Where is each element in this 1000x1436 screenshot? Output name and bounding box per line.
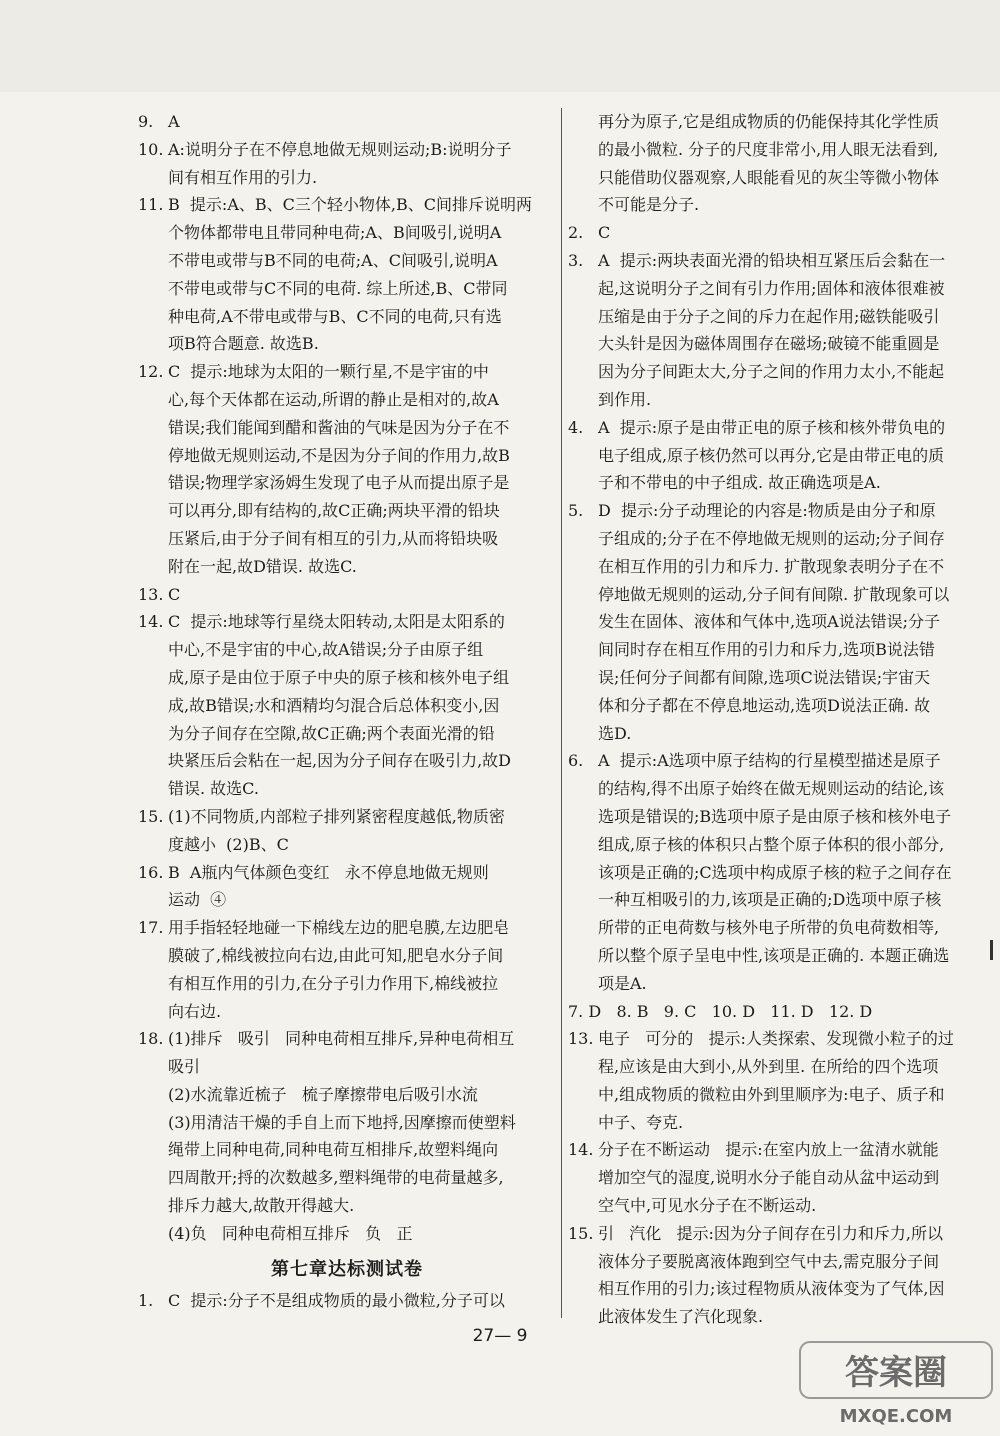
- answer-line: A: [168, 112, 180, 131]
- answer-line: 相互作用的引力;该过程物质从液体变为了气体,因: [598, 1279, 945, 1299]
- answer-number: 5.: [568, 501, 584, 521]
- answer-number: 15.: [568, 1223, 594, 1243]
- answer-line: C: [598, 223, 611, 243]
- answer-item: [568, 1220, 988, 1331]
- answer-item: [138, 914, 556, 1025]
- answer-line: C 提示:地球为太阳的一颗行星,不是宇宙的中: [168, 362, 489, 382]
- continuation-text: [598, 108, 988, 219]
- answer-line: 因为分子间距太大,分子之间的作用力太小,不能起: [598, 362, 945, 382]
- edge-marker: [990, 940, 993, 960]
- answer-body: [598, 414, 988, 497]
- answer-line: 错误;物理学家汤姆生发现了电子从而提出原子是: [168, 473, 510, 493]
- answer-body: [168, 803, 556, 859]
- answer-body: [168, 108, 556, 136]
- answer-number: 17.: [138, 918, 164, 938]
- answer-line: 子组成的;分子在不停地做无规则的运动;分子间存: [598, 528, 945, 548]
- answer-body: [598, 1025, 988, 1136]
- answer-body: [598, 497, 988, 747]
- answer-line: 错误. 故选C.: [168, 779, 259, 799]
- answer-item: [138, 358, 556, 580]
- answer-line: (1)排斥 吸引 同种电荷相互排斥,异种电荷相互: [168, 1029, 515, 1049]
- answer-body: [598, 219, 988, 247]
- answer-number: 14.: [568, 1140, 594, 1160]
- answer-item: [138, 803, 556, 859]
- section-title: 第七章达标测试卷: [271, 1258, 423, 1280]
- answer-body: [168, 358, 556, 580]
- answer-number: 15.: [138, 806, 164, 826]
- answer-line: 个物体都带电且带同种电荷;A、B间吸引,说明A: [168, 223, 502, 243]
- answer-body: [598, 247, 988, 414]
- answer-line: 不带电或带与C不同的电荷. 综上所述,B、C带同: [168, 278, 508, 298]
- answer-line: 成,故B错误;水和酒精均匀混合后总体积变小,因: [168, 695, 500, 715]
- answer-line: 项B符合题意. 故选B.: [168, 334, 319, 354]
- answer-row: 7. D 8. B 9. C 10. D 11. D 12. D: [568, 1001, 873, 1021]
- answer-line: 错误;我们能闻到醋和酱油的气味是因为分子在不: [168, 417, 510, 437]
- answer-line: D 提示:分子动理论的内容是:物质是由分子和原: [598, 501, 936, 521]
- answer-line: 电子组成,原子核仍然可以再分,它是由带正电的质: [598, 445, 945, 465]
- answer-number: 10.: [138, 139, 164, 159]
- answer-line: 组成,原子核的体积只占整个原子体积的很小部分,: [598, 834, 945, 854]
- answer-number: 6.: [568, 751, 584, 771]
- answer-item: [138, 108, 556, 136]
- answer-line: 所以整个原子呈电中性,该项是正确的. 本题正确选: [598, 945, 950, 965]
- answer-line: 程,应该是由大到小,从外到里. 在所给的四个选项: [598, 1057, 939, 1077]
- answer-body: [168, 581, 556, 609]
- answer-line: 向右边.: [168, 1001, 222, 1021]
- answer-line: 分子在不断运动 提示:在室内放上一盆清水就能: [598, 1140, 939, 1160]
- answer-number: 4.: [568, 417, 584, 437]
- section-answer-list: [138, 1287, 556, 1315]
- answer-line: 压紧后,由于分子间有相互的引力,从而将铅块吸: [168, 528, 499, 548]
- answer-line: 排斥力越大,故散开得越大.: [168, 1196, 355, 1216]
- answer-item: [568, 1136, 988, 1219]
- answer-line: 子和不带电的中子组成. 故正确选项是A.: [598, 473, 881, 493]
- continuation-line: 只能借助仪器观察,人眼能看见的灰尘等微小物体: [598, 167, 940, 187]
- answer-line: 起,这说明分子之间有引力作用;固体和液体很难被: [598, 278, 945, 298]
- answer-line: 选D.: [598, 723, 632, 743]
- answer-line: (3)用清洁干燥的手自上而下地捋,因摩擦而使塑料: [168, 1112, 516, 1132]
- answer-line: 种电荷,A不带电或带与B、C不同的电荷,只有选: [168, 306, 502, 326]
- continuation-line: 的最小微粒. 分子的尺度非常小,用人眼无法看到,: [598, 139, 939, 159]
- top-margin-band: [0, 0, 1000, 92]
- answer-line: 增加空气的湿度,说明水分子能自动从盆中运动到: [598, 1168, 940, 1188]
- answer-line: 大头针是因为磁体周围存在磁场;破镜不能重圆是: [598, 334, 940, 354]
- answer-line: 块紧压后会粘在一起,因为分子间存在吸引力,故D: [168, 751, 512, 771]
- column-divider: [561, 108, 562, 1318]
- answer-item: [138, 136, 556, 192]
- page-number: 27— 9: [472, 1326, 528, 1346]
- answer-line: 四周散开;捋的次数越多,塑料绳带的电荷量越多,: [168, 1168, 504, 1188]
- answer-item: [138, 1025, 556, 1247]
- answer-line: 电子 可分的 提示:人类探索、发现微小粒子的过: [598, 1029, 954, 1049]
- answer-body: [168, 136, 556, 192]
- watermark-logo-text: 答案圈: [845, 1353, 947, 1393]
- answer-item: [138, 608, 556, 803]
- answer-number: 16.: [138, 862, 164, 882]
- answer-item: [138, 581, 556, 609]
- answer-line: 可以再分,即有结构的,故C正确;两块平滑的铅块: [168, 501, 500, 521]
- watermark-site: MXQE.COM: [839, 1406, 953, 1427]
- answer-item: [138, 191, 556, 358]
- answer-line: 所带的正电荷数与核外电子所带的负电荷数相等,: [598, 918, 940, 938]
- answer-line: A 提示:两块表面光滑的铅块相互紧压后会黏在一: [598, 250, 946, 270]
- answer-body: [168, 608, 556, 803]
- answer-body: [168, 914, 556, 1025]
- answer-line: 膜破了,棉线被拉向右边,由此可知,肥皂水分子间: [168, 945, 504, 965]
- answer-line: 体和分子都在不停息地运动,选项D说法正确. 故: [598, 695, 931, 715]
- answer-line: 不带电或带与B不同的电荷;A、C间吸引,说明A: [168, 250, 498, 270]
- left-answer-list: [138, 108, 556, 1248]
- answer-number: 14.: [138, 612, 164, 632]
- watermark-logo: [798, 1338, 994, 1430]
- answer-item: [138, 859, 556, 915]
- answer-number: 13.: [138, 584, 164, 604]
- answer-line: 成,原子是由位于原子中央的原子核和核外电子组: [168, 667, 510, 687]
- answer-line: 运动 ④: [168, 890, 227, 910]
- answer-line: 空气中,可见水分子在不断运动.: [598, 1196, 817, 1216]
- answer-line: 间同时存在相互作用的引力和斥力,选项B说法错: [598, 640, 935, 660]
- answer-body: [168, 859, 556, 915]
- continuation-line: 再分为原子,它是组成物质的仍能保持其化学性质: [598, 112, 940, 131]
- answer-item: [568, 219, 988, 247]
- right-answer-list: [568, 219, 988, 997]
- answer-number: 13.: [568, 1029, 594, 1049]
- answer-line: 为分子间存在空隙,故C正确;两个表面光滑的铅: [168, 723, 495, 743]
- answer-line: 有相互作用的引力,在分子引力作用下,棉线被拉: [168, 973, 499, 993]
- answer-line: 心,每个天体都在运动,所谓的静止是相对的,故A: [168, 389, 499, 409]
- answer-line: 误;任何分子间都有间隙,选项C说法错误;宇宙天: [598, 667, 931, 687]
- answer-line: 引 汽化 提示:因为分子间存在引力和斥力,所以: [598, 1223, 943, 1243]
- answer-line: 液体分子要脱离液体跑到空气中去,需克服分子间: [598, 1251, 940, 1271]
- answer-line: 绳带上同种电荷,同种电荷互相排斥,故塑料绳向: [168, 1140, 499, 1160]
- answer-line: C 提示:地球等行星绕太阳转动,太阳是太阳系的: [168, 612, 505, 632]
- answer-body: [598, 747, 988, 997]
- answer-line: A 提示:原子是由带正电的原子核和核外带负电的: [598, 417, 946, 437]
- answer-item: [568, 247, 988, 414]
- answer-line: 间有相互作用的引力.: [168, 167, 318, 187]
- answer-line: 一种互相吸引的力,该项是正确的;D选项中原子核: [598, 890, 942, 910]
- right-answer-list-2: [568, 1025, 988, 1331]
- answer-number: 18.: [138, 1029, 164, 1049]
- answer-number: 3.: [568, 250, 584, 270]
- answer-item: [568, 414, 988, 497]
- answer-line: A:说明分子在不停息地做无规则运动;B:说明分子: [168, 139, 512, 159]
- answer-body: [168, 191, 556, 358]
- answer-line: (1)不同物质,内部粒子排列紧密程度越低,物质密: [168, 806, 505, 826]
- answer-item: [568, 1025, 988, 1136]
- answer-item: [138, 1287, 556, 1315]
- answer-line: 中心,不是宇宙的中心,故A错误;分子由原子组: [168, 640, 484, 660]
- answer-body: [598, 1136, 988, 1219]
- answer-body: [168, 1025, 556, 1247]
- answer-number: 2.: [568, 223, 584, 243]
- right-column: [568, 108, 988, 1331]
- answer-item: [568, 497, 988, 747]
- answer-line: C 提示:分子不是组成物质的最小微粒,分子可以: [168, 1291, 505, 1311]
- answer-number: 9.: [138, 112, 154, 131]
- answer-line: 停地做无规则的运动,分子间有间隙. 扩散现象可以: [598, 584, 950, 604]
- answer-line: B A瓶内气体颜色变红 永不停息地做无规则: [168, 862, 489, 882]
- answer-number: 11.: [138, 195, 164, 215]
- answer-line: 到作用.: [598, 389, 652, 409]
- answer-body: [168, 1287, 556, 1315]
- left-column: [138, 108, 556, 1315]
- answer-line: (2)水流靠近梳子 梳子摩擦带电后吸引水流: [168, 1084, 478, 1104]
- answer-line: 压缩是由于分子之间的斥力在起作用;磁铁能吸引: [598, 306, 940, 326]
- answer-line: 该项是正确的;C选项中构成原子核的粒子之间存在: [598, 862, 952, 882]
- answer-line: 吸引: [168, 1057, 201, 1077]
- answer-line: 选项是错误的;B选项中原子是由原子核和核外电子: [598, 806, 952, 826]
- answer-line: 附在一起,故D错误. 故选C.: [168, 556, 357, 576]
- answer-line: 发生在固体、液体和气体中,选项A说法错误;分子: [598, 612, 941, 632]
- answer-line: 此液体发生了汽化现象.: [598, 1307, 764, 1327]
- answer-line: (4)负 同种电荷相互排斥 负 正: [168, 1223, 413, 1243]
- answer-line: 项是A.: [598, 973, 647, 993]
- answer-line: 停地做无规则运动,不是因为分子间的作用力,故B: [168, 445, 510, 465]
- answer-item: [568, 747, 988, 997]
- answer-line: B 提示:A、B、C三个轻小物体,B、C间排斥说明两: [168, 195, 532, 215]
- answer-line: 的结构,得不出原子始终在做无规则运动的结论,该: [598, 779, 945, 799]
- answer-line: 中,组成物质的微粒由外到里顺序为:电子、质子和: [598, 1084, 945, 1104]
- answer-body: [598, 1220, 988, 1331]
- answer-line: 用手指轻轻地碰一下棉线左边的肥皂膜,左边肥皂: [168, 918, 510, 938]
- answer-line: 度越小 (2)B、C: [168, 834, 289, 854]
- answer-line: C: [168, 584, 181, 604]
- answer-line: 在相互作用的引力和斥力. 扩散现象表明分子在不: [598, 556, 945, 576]
- continuation-line: 不可能是分子.: [598, 195, 700, 215]
- answer-line: A 提示:A选项中原子结构的行星模型描述是原子: [598, 751, 941, 771]
- answer-number: 12.: [138, 362, 164, 382]
- answer-number: 1.: [138, 1291, 154, 1311]
- answer-line: 中子、夸克.: [598, 1112, 684, 1132]
